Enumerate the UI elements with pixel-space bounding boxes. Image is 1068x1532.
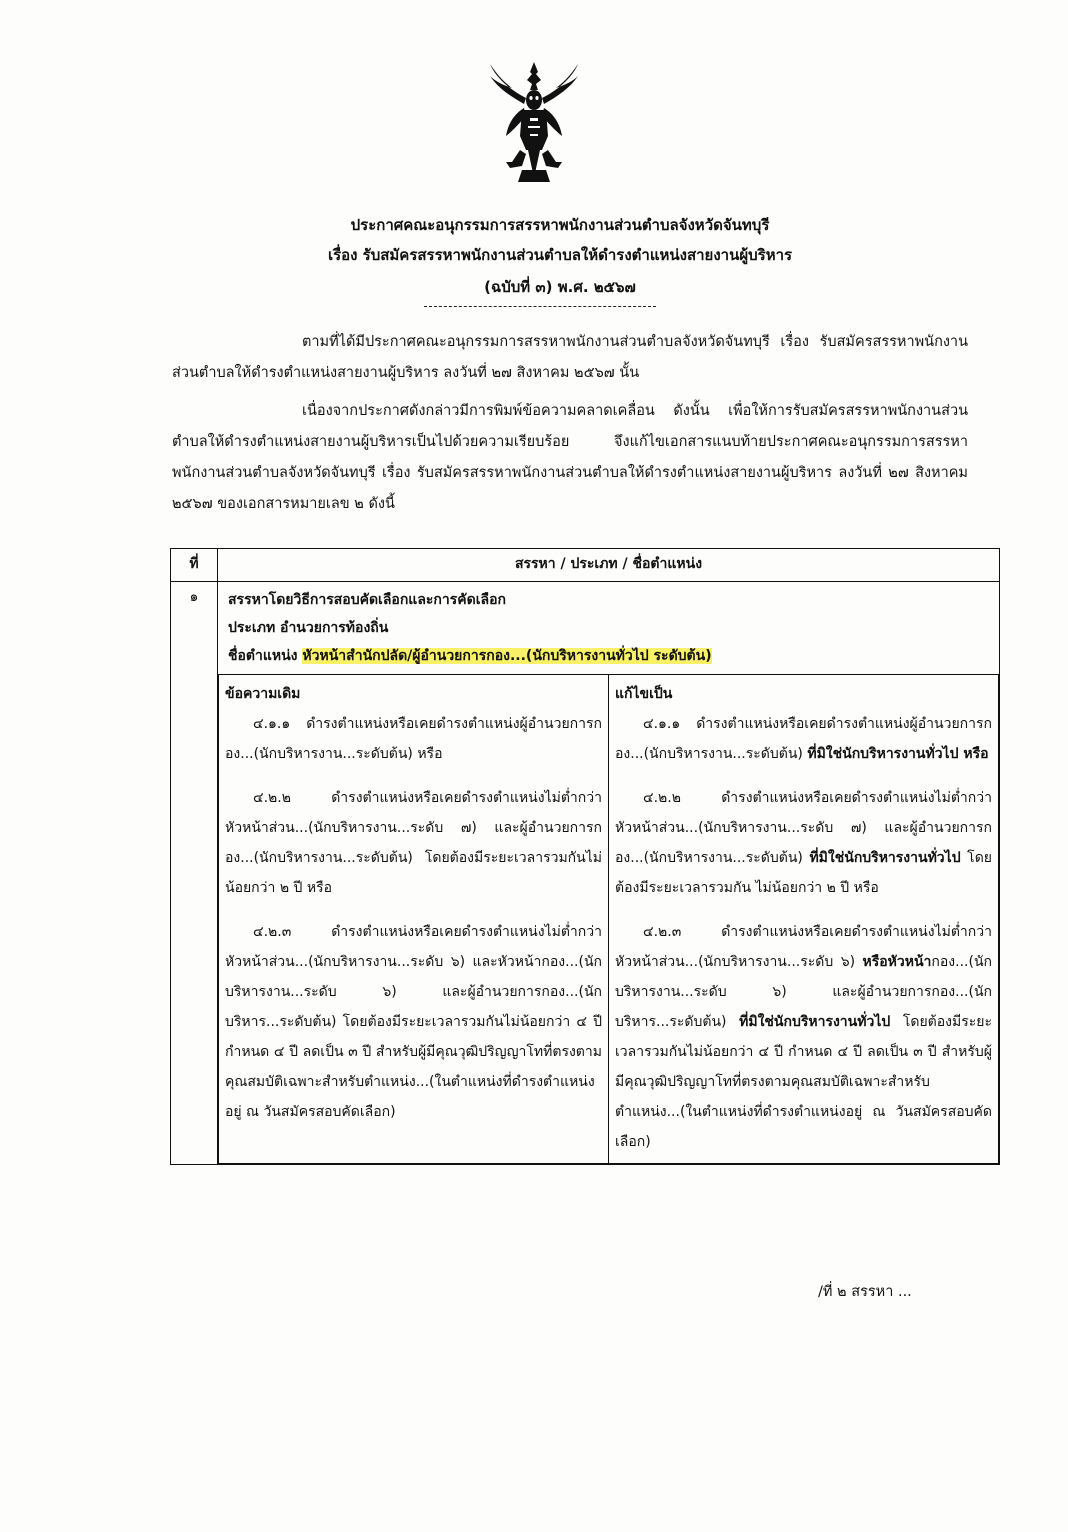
corrected-item-2-text: ๔.๒.๒ ดำรงตำแหน่งหรือเคยดำรงตำแหน่งไม่ต่ำกว่าหัวหน้าส่วน...(นักบริหารงาน...ระดับ ๗) และผู้อำนวยการกอง...(นักบริหารงาน...ระดับต้น) [615, 790, 992, 866]
position-name [228, 642, 991, 670]
original-item-2: ๔.๒.๒ ดำรงตำแหน่งหรือเคยดำรงตำแหน่งไม่ต่ำกว่าหัวหน้าส่วน...(นักบริหารงาน...ระดับ ๗) และผู้อำนวยการกอง...(นักบริหารงาน...ระดับต้น) โดยต้องมีระยะเวลารวมกันไม่น้อยกว่า ๒ ปี หรือ [225, 790, 602, 896]
corrected-item-1-text: ๔.๑.๑ ดำรงตำแหน่งหรือเคยดำรงตำแหน่งผู้อำนวยการกอง...(นักบริหารงาน...ระดับต้น) [615, 716, 992, 762]
announcement-title: ประกาศคณะอนุกรรมการสรรหาพนักงานส่วนตำบลจังหวัดจันทบุรี [350, 216, 770, 234]
position-value-highlighted: หัวหน้าสำนักปลัด/ผู้อำนวยการกอง...(นักบริหารงานทั่วไป ระดับต้น) [302, 648, 712, 664]
table-row [171, 582, 1000, 1165]
column-header-main: สรรหา / ประเภท / ชื่อตำแหน่ง [218, 549, 1000, 582]
correction-paragraph: เนื่องจากประกาศดังกล่าวมีการพิมพ์ข้อความคลาดเคลื่อน ดังนั้น เพื่อให้การรับสมัครสรรหาพนักงานส่วนตำบลให้ดำรงตำแหน่งสายงานผู้บริหารเป็นไปด้วยความเรียบร้อย จึงแก้ไขเอกสารแนบท้ายประกาศคณะอนุกรรมการสรรหาพนักงานส่วนตำบลจังหวัดจันทบุรี เรื่อง รับสมัครสรรหาพนักงานส่วนตำบลให้ดำรงตำแหน่งสายงานผู้บริหาร ลงวันที่ ๒๗ สิงหาคม ๒๕๖๗ ของเอกสารหมายเลข ๒ ดังนี้ [172, 403, 968, 512]
title-divider [424, 306, 656, 307]
recruit-method: สรรหาโดยวิธีการสอบคัดเลือกและการคัดเลือก [228, 592, 506, 608]
corrected-item-3-bold: หรือหัวหน้า [862, 954, 932, 970]
garuda-emblem [486, 58, 582, 190]
intro-paragraph: ตามที่ได้มีประกาศคณะอนุกรรมการสรรหาพนักงานส่วนตำบลจังหวัดจันทบุรี เรื่อง รับสมัครสรรหาพนักงานส่วนตำบลให้ดำรงตำแหน่งสายงานผู้บริหาร ลงวันที่ ๒๗ สิงหาคม ๒๕๖๗ นั้น [172, 334, 968, 381]
announcement-subject: เรื่อง รับสมัครสรรหาพนักงานส่วนตำบลให้ดำรงตำแหน่งสายงานผู้บริหาร [327, 246, 793, 264]
comparison-table [218, 674, 999, 1164]
corrected-item-1-bold: ที่มิใช่นักบริหารงานทั่วไป หรือ [807, 746, 989, 762]
row-content [218, 582, 1000, 1165]
corrected-text-column [609, 675, 999, 1164]
row-number: ๑ [171, 582, 218, 1165]
column-header-no: ที่ [171, 549, 218, 582]
next-page-note: /ที่ ๒ สรรหา ... [818, 1284, 912, 1300]
table-header-row [171, 549, 1000, 582]
corrected-item-2-tail: โดยต้องมีระยะเวลารวมกัน ไม่น้อยกว่า ๒ ปี หรือ [615, 850, 992, 896]
corrected-item-1 [615, 709, 992, 769]
announcement-edition: (ฉบับที่ ๓) พ.ศ. ๒๕๖๗ [484, 278, 636, 296]
corrected-item-3-bold-2: ที่มิใช่นักบริหารงานทั่วไป [739, 1014, 891, 1030]
position-info [218, 582, 999, 674]
original-text-heading: ข้อความเดิม [225, 686, 301, 702]
position-type: ประเภท อำนวยการท้องถิ่น [228, 620, 389, 636]
correction-table [170, 548, 1000, 1165]
original-text-column [219, 675, 609, 1164]
corrected-item-3 [615, 917, 992, 1157]
corrected-text-heading: แก้ไขเป็น [615, 686, 673, 702]
original-item-3: ๔.๒.๓ ดำรงตำแหน่งหรือเคยดำรงตำแหน่งไม่ต่ำกว่าหัวหน้าส่วน...(นักบริหารงาน...ระดับ ๖) และหัวหน้ากอง...(นักบริหารงาน...ระดับ ๖) และผู้อำนวยการกอง...(นักบริหาร...ระดับต้น) โดยต้องมีระยะเวลารวมกันไม่น้อยกว่า ๔ ปี กำหนด ๔ ปี ลดเป็น ๓ ปี สำหรับผู้มีคุณวุฒิปริญญาโทที่ตรงตามคุณสมบัติเฉพาะสำหรับตำแหน่ง...(ในตำแหน่งที่ดำรงตำแหน่งอยู่ ณ วันสมัครสอบคัดเลือก) [225, 924, 602, 1120]
position-label: ชื่อตำแหน่ง [228, 648, 303, 664]
corrected-item-3-mid: กอง...(นักบริหารงาน...ระดับ ๖) และผู้อำนวยการกอง...(นักบริหาร...ระดับต้น) [615, 954, 992, 1030]
corrected-item-2-bold: ที่มิใช่นักบริหารงานทั่วไป [809, 850, 961, 866]
corrected-item-2 [615, 783, 992, 903]
original-item-1: ๔.๑.๑ ดำรงตำแหน่งหรือเคยดำรงตำแหน่งผู้อำนวยการกอง...(นักบริหารงาน...ระดับต้น) หรือ [225, 716, 602, 762]
corrected-item-3-text: ๔.๒.๓ ดำรงตำแหน่งหรือเคยดำรงตำแหน่งไม่ต่ำกว่าหัวหน้าส่วน...(นักบริหารงาน...ระดับ ๖) [615, 924, 992, 970]
corrected-item-3-tail: โดยต้องมีระยะเวลารวมกันไม่น้อยกว่า ๔ ปี กำหนด ๔ ปี ลดเป็น ๓ ปี สำหรับผู้มีคุณวุฒิปริญญาโทที่ตรงตามคุณสมบัติเฉพาะสำหรับตำแหน่ง...(ในตำแหน่งที่ดำรงตำแหน่งอยู่ ณ วันสมัครสอบคัดเลือก) [615, 1014, 992, 1150]
